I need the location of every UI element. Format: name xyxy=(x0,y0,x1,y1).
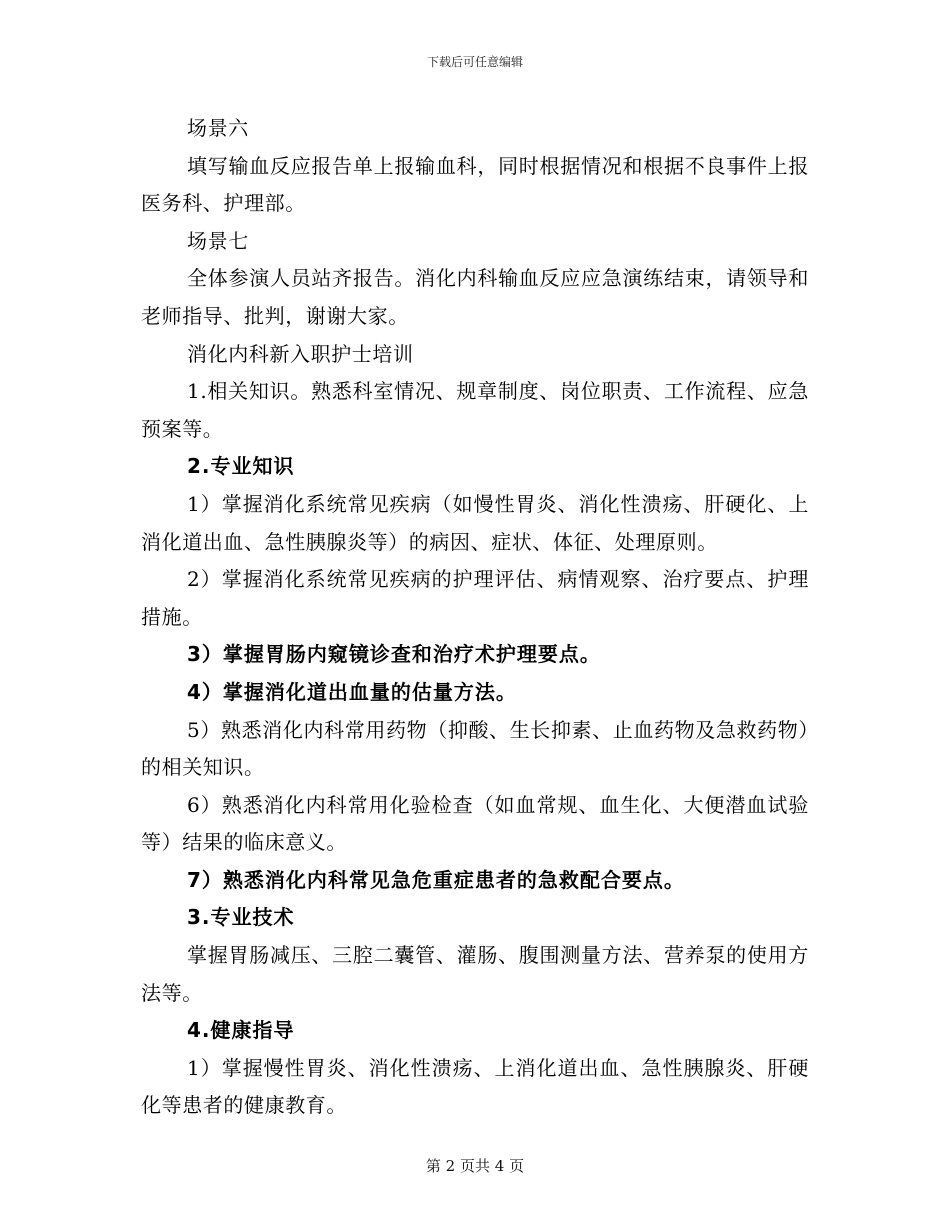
paragraph-drill-end: 全体参演人员站齐报告。消化内科输血反应应急演练结束，请领导和老师指导、批判，谢谢大家。 xyxy=(141,266,809,328)
document-body xyxy=(141,110,809,1125)
paragraph-training-title: 消化内科新入职护士培训 xyxy=(187,341,414,366)
heading-health-guidance: 4.健康指导 xyxy=(187,1018,295,1043)
list-item-knowledge-6: 6）熟悉消化内科常用化验检查（如血常规、血生化、大便潜血试验等）结果的临床意义。 xyxy=(141,792,809,855)
paragraph-report-transfusion: 填写输血反应报告单上报输血科，同时根据情况和根据不良事件上报医务科、护理部。 xyxy=(141,153,809,216)
list-item-guidance-1: 1）掌握慢性胃炎、消化性溃疡、上消化道出血、急性胰腺炎、肝硬化等患者的健康教育。 xyxy=(141,1055,809,1118)
page-number: 第 2 页共 4 页 xyxy=(425,1157,525,1175)
list-item-knowledge-5: 5）熟悉消化内科常用药物（抑酸、生长抑素、止血药物及急救药物）的相关知识。 xyxy=(141,717,809,780)
heading-professional-skills: 3.专业技术 xyxy=(187,905,295,930)
paragraph-related-knowledge: 1.相关知识。熟悉科室情况、规章制度、岗位职责、工作流程、应急预案等。 xyxy=(141,379,809,441)
paragraph-scene-6: 场景六 xyxy=(187,116,249,140)
page-header: 下载后可任意编辑 xyxy=(426,55,523,69)
list-item-knowledge-4: 4）掌握消化道出血量的估量方法。 xyxy=(187,679,517,704)
list-item-knowledge-1: 1）掌握消化系统常见疾病（如慢性胃炎、消化性溃疡、肝硬化、上消化道出血、急性胰腺炎等）的病因、症状、体征、处理原则。 xyxy=(141,491,809,554)
list-item-knowledge-7: 7）熟悉消化内科常见急危重症患者的急救配合要点。 xyxy=(187,867,685,892)
heading-professional-knowledge: 2.专业知识 xyxy=(187,454,295,479)
list-item-knowledge-3: 3）掌握胃肠内窥镜诊查和治疗术护理要点。 xyxy=(187,642,601,667)
paragraph-skills: 掌握胃肠减压、三腔二囊管、灌肠、腹围测量方法、营养泵的使用方法等。 xyxy=(141,943,809,1005)
list-item-knowledge-2: 2）掌握消化系统常见疾病的护理评估、病情观察、治疗要点、护理措施。 xyxy=(141,567,809,629)
paragraph-scene-7: 场景七 xyxy=(187,228,249,253)
